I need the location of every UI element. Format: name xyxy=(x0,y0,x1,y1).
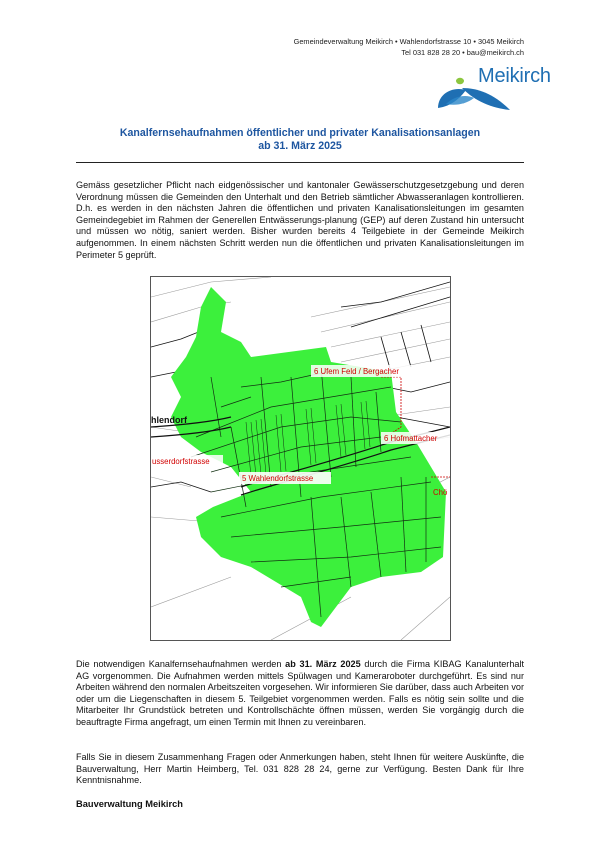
signature: Bauverwaltung Meikirch xyxy=(76,799,183,809)
contact-line: Tel 031 828 28 20 • bau@meikirch.ch xyxy=(401,47,524,57)
address-line: Gemeindeverwaltung Meikirch • Wahlendorfstrasse 10 • 3045 Meikirch xyxy=(293,37,524,46)
perimeter-map xyxy=(150,276,451,641)
details-date: ab 31. März 2025 xyxy=(285,659,361,669)
title-line-1: Kanalfernsehaufnahmen öffentlicher und privater Kanalisationsanlagen xyxy=(119,127,481,139)
title-divider xyxy=(76,162,524,163)
map-label-ch-partial: Chö xyxy=(433,488,448,497)
map-label-wahlendorfstrasse: 5 Wahlendorfstrasse xyxy=(242,474,314,483)
letterhead xyxy=(294,37,524,58)
map-label-wahlendorf: hlendorf xyxy=(151,415,187,425)
contact-paragraph: Falls Sie in diesem Zusammenhang Fragen oder Anmerkungen haben, steht Ihnen für weitere Auskünfte, die Bauverwaltung, Herr Martin Heimberg, Tel. 031 828 28 24, gerne zur Verfügung. Besten Dank für Ihre Kenntnisnahme. xyxy=(76,752,524,786)
details-text-2: durch die Firma KIBAG Kanalunterhalt AG vorgenommen. Die Aufnahmen werden mittels Spülwagen und Kameraroboter durchgeführt. Es sind nur Arbeiten während den normalen Arbeitszeiten vorgesehen. Wir informieren Sie darüber, dass auch Arbeiten vor oder um die Liegenschaften in diesem 5. Teilgebiet vorgenommen werden. Falls es nötig sein sollte und die Mitarbeiter Ihr Grundstück betreten und Kontrollschächte öffnen müssen, werden Sie vorgängig durch die beauftragte Firma angefragt, um einen Termin mit Ihnen zu vereinbaren. xyxy=(76,659,524,727)
details-paragraph xyxy=(76,659,524,729)
title-line-2: ab 31. März 2025 xyxy=(258,140,342,152)
map-graphic xyxy=(151,277,450,640)
details-text-1: Die notwendigen Kanalfernsehaufnahmen werden xyxy=(76,659,286,669)
intro-paragraph: Gemäss gesetzlicher Pflicht nach eidgenössischer und kantonaler Gewässerschutzgesetzgebung und deren Verordnung müssen die Gemeinden den Unterhalt und den Betrieb sämtlicher Abwasseranlagen kontrollieren. D.h. es werden in den nächsten Jahren die öffentlichen und privaten Kanalisationsleitungen im gesamten Gemeindegebiet im Rahmen der Generellen Entwässerungs-planung (GEP) auf deren Zustand hin untersucht und müssen wo nötig, saniert werden. Bisher wurden bereits 4 Teilgebiete in der Gemeinde Meikirch aufgenommen. In einem nächsten Schritt werden nun die öffentlichen und privaten Kanalisationsleitungen im Perimeter 5 geprüft. xyxy=(76,180,524,260)
logo-text: Meikirch xyxy=(478,65,551,87)
map-label-ufem-feld: 6 Ufem Feld / Bergacher xyxy=(314,367,399,376)
meikirch-logo xyxy=(432,64,551,120)
map-label-ausserdorfstrasse: usserdorfstrasse xyxy=(152,457,210,466)
page-title xyxy=(76,127,524,153)
map-label-hofmattacher: 6 Hofmattacher xyxy=(384,434,438,443)
